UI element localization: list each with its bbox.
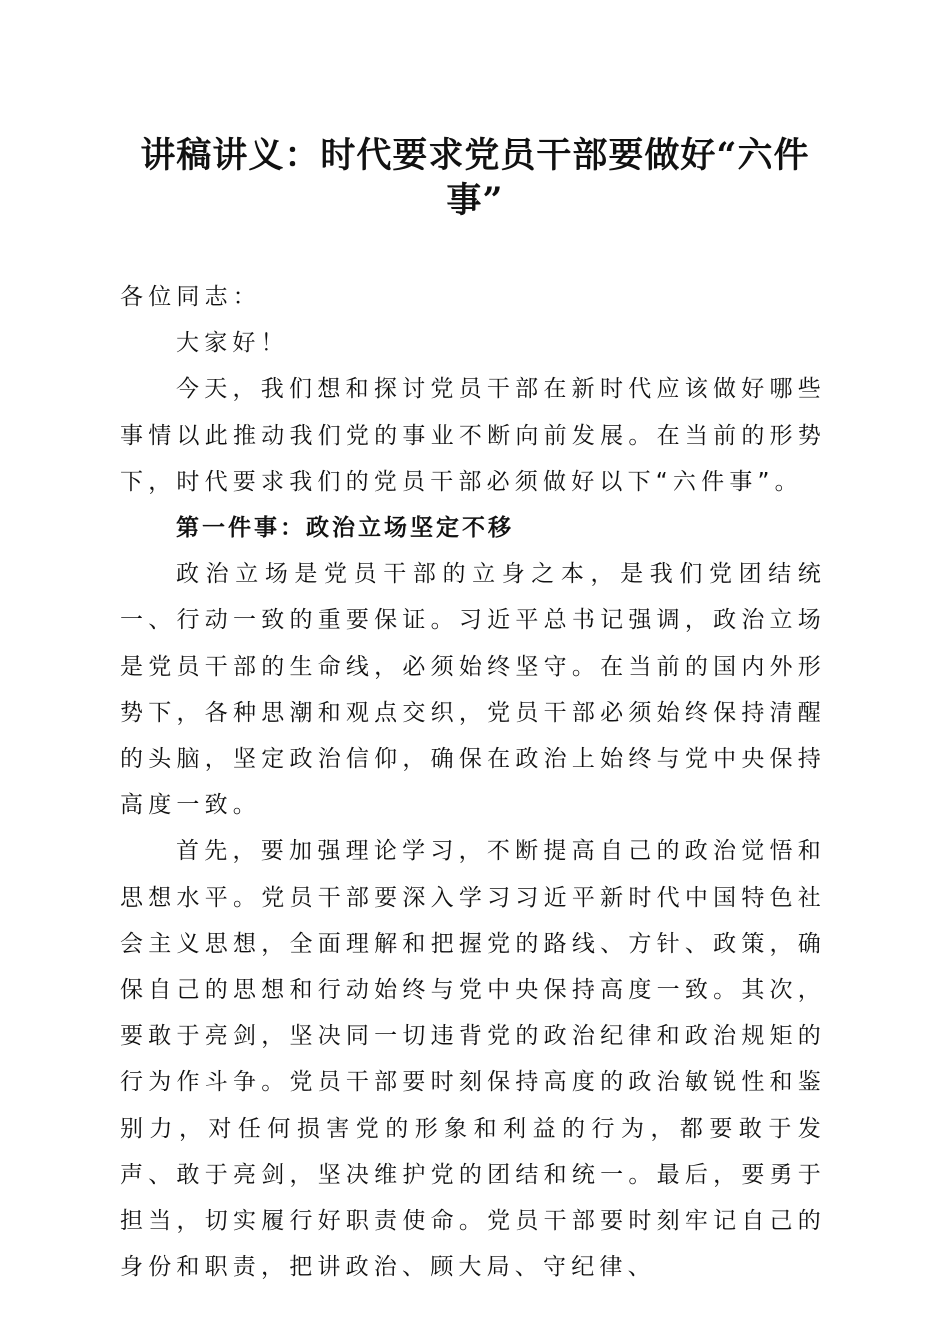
- body-paragraph: 首先，要加强理论学习，不断提高自己的政治觉悟和思想水平。党员干部要深入学习习近平新时代中国特色社会主义思想，全面理解和把握党的路线、方针、政策，确保自己的思想和行动始终与党中央保持高度一致。其次，要敢于亮剑，坚决同一切违背党的政治纪律和政治规矩的行为作斗争。党员干部要时刻保持高度的政治敏锐性和鉴别力，对任何损害党的形象和利益的行为，都要敢于发声、敢于亮剑，坚决维护党的团结和统一。最后，要勇于担当，切实履行好职责使命。党员干部要时刻牢记自己的身份和职责，把讲政治、顾大局、守纪律、: [120, 838, 826, 1281]
- salutation: 各位同志：: [120, 284, 261, 310]
- document-body: [120, 274, 826, 1290]
- intro-paragraph: 今天，我们想和探讨党员干部在新时代应该做好哪些事情以此推动我们党的事业不断向前发展。在当前的形势下，时代要求我们的党员干部必须做好以下“六件事”。: [120, 376, 826, 495]
- greeting: 大家好！: [176, 330, 289, 357]
- section-heading: 第一件事：政治立场坚定不移: [176, 515, 514, 542]
- document-title: 讲稿讲义：时代要求党员干部要做好“六件事”: [140, 135, 810, 221]
- body-paragraph: 政治立场是党员干部的立身之本，是我们党团结统一、行动一致的重要保证。习近平总书记强调，政治立场是党员干部的生命线，必须始终坚守。在当前的国内外形势下，各种思潮和观点交织，党员干部必须始终保持清醒的头脑，坚定政治信仰，确保在政治上始终与党中央保持高度一致。: [120, 561, 826, 819]
